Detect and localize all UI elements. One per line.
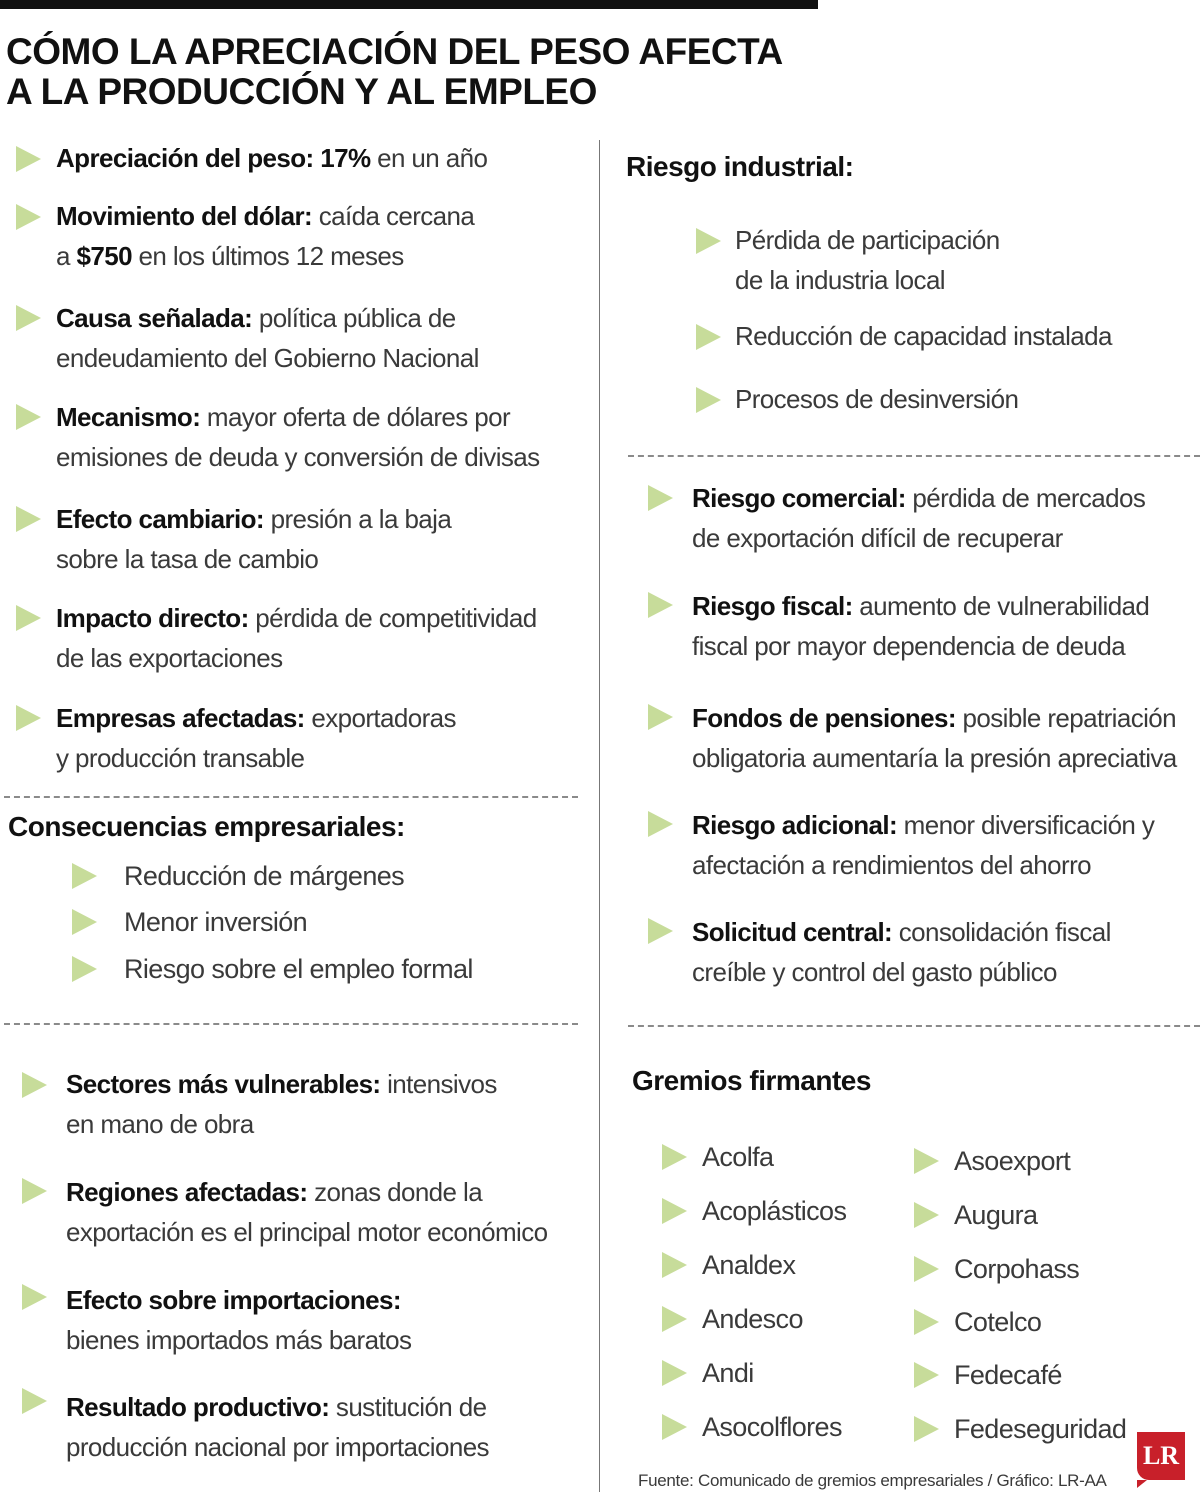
item-label: Efecto cambiario: [56,504,264,534]
arrow-icon [914,1148,939,1174]
item-text: exportadoras [304,703,456,733]
arrow-icon [16,305,41,331]
left-item-mecanismo [56,397,540,477]
item-text: fiscal por mayor dependencia de deuda [692,631,1126,661]
arrow-icon [662,1252,687,1278]
consecuencia-item: Menor inversión [124,907,308,937]
gremio-item: Fedecafé [954,1360,1062,1390]
arrow-icon [22,1388,47,1414]
arrow-icon [914,1362,939,1388]
arrow-icon [662,1198,687,1224]
gremio-item: Corpohass [954,1254,1080,1284]
riesgo-industrial-item [735,316,1112,356]
left-item-resultado [66,1387,489,1467]
item-text: de las exportaciones [56,643,283,673]
gremio-item: Acoplásticos [702,1196,847,1226]
column-divider [599,140,600,1492]
page-title [6,32,836,112]
arrow-icon [914,1256,939,1282]
item-text: obligatoria aumentaría la presión apreciativa [692,743,1177,773]
left-item-causa [56,298,479,378]
right-item-pensiones [692,698,1177,778]
riesgo-industrial-item [735,220,1000,300]
item-text: de la industria local [735,265,945,295]
gremio-item: Augura [954,1200,1038,1230]
item-text: intensivos [380,1069,497,1099]
item-text: a [56,241,77,271]
arrow-icon [16,605,41,631]
left-item-movimiento [56,196,474,276]
arrow-icon [16,404,41,430]
consecuencia-item: Riesgo sobre el empleo formal [124,954,473,984]
item-text: mayor oferta de dólares por [200,402,511,432]
arrow-icon [662,1306,687,1332]
item-label: Regiones afectadas: [66,1177,308,1207]
item-text: Reducción de capacidad instalada [735,321,1112,351]
item-text: aumento de vulnerabilidad [852,591,1150,621]
left-item-apreciacion [56,138,487,178]
item-text: producción nacional por importaciones [66,1432,489,1462]
dashed-divider [4,1023,578,1025]
item-label: Mecanismo: [56,402,201,432]
title-line-1: CÓMO LA APRECIACIÓN DEL PESO AFECTA [6,31,783,72]
title-line-2: A LA PRODUCCIÓN Y AL EMPLEO [6,71,597,112]
item-label: Riesgo adicional: [692,810,898,840]
arrow-icon [648,918,673,944]
right-item-fiscal [692,586,1149,666]
arrow-icon [72,863,97,889]
arrow-icon [696,324,721,350]
left-item-impacto [56,598,537,678]
item-text: sobre la tasa de cambio [56,544,319,574]
gremios-heading: Gremios firmantes [632,1065,871,1096]
left-item-efecto-cambiario [56,499,451,579]
item-text: sustitución de [329,1392,487,1422]
left-item-regiones [66,1172,547,1252]
left-item-empresas [56,698,456,778]
item-text: Procesos de desinversión [735,384,1019,414]
gremio-item: Fedeseguridad [954,1414,1127,1444]
item-text: en mano de obra [66,1109,254,1139]
left-item-sectores [66,1064,497,1144]
right-item-adicional [692,805,1154,885]
arrow-icon [22,1072,47,1098]
dashed-divider [628,455,1200,457]
arrow-icon [662,1360,687,1386]
gremio-item: Acolfa [702,1142,774,1172]
arrow-icon [16,506,41,532]
dashed-divider [628,1025,1200,1027]
consecuencia-item: Reducción de márgenes [124,861,405,891]
item-text: pérdida de mercados [905,483,1146,513]
arrow-icon [662,1144,687,1170]
item-text: posible repatriación [955,703,1177,733]
dashed-divider [4,796,578,798]
item-label: Riesgo comercial: [692,483,906,513]
item-text: de exportación difícil de recuperar [692,523,1063,553]
arrow-icon [16,204,41,230]
item-text: política pública de [252,303,456,333]
item-label: Impacto directo: [56,603,249,633]
arrow-icon [696,228,721,254]
item-text: bienes importados más baratos [66,1325,412,1355]
riesgo-industrial-heading: Riesgo industrial: [626,151,854,182]
right-item-solicitud [692,912,1111,992]
arrow-icon [914,1416,939,1442]
arrow-icon [662,1414,687,1440]
arrow-icon [648,592,673,618]
arrow-icon [72,909,97,935]
item-text: y producción transable [56,743,305,773]
item-text: en los últimos 12 meses [131,241,404,271]
item-text: exportación es el principal motor económico [66,1217,548,1247]
arrow-icon [648,811,673,837]
top-rule [0,0,818,9]
item-text: consolidación fiscal [892,917,1111,947]
item-value: $750 [76,241,132,271]
item-label: Solicitud central: [692,917,893,947]
item-text: endeudamiento del Gobierno Nacional [56,343,479,373]
item-label: Apreciación del peso: [56,143,314,173]
arrow-icon [22,1178,47,1204]
gremio-item: Asoexport [954,1146,1071,1176]
item-label: Resultado productivo: [66,1392,330,1422]
item-label: Causa señalada: [56,303,253,333]
item-text: Pérdida de participación [735,225,1000,255]
arrow-icon [914,1309,939,1335]
arrow-icon [914,1202,939,1228]
riesgo-industrial-item [735,379,1018,419]
item-text: pérdida de competitividad [248,603,537,633]
arrow-icon [16,146,41,172]
arrow-icon [16,705,41,731]
item-label: Fondos de pensiones: [692,703,956,733]
gremio-item: Andesco [702,1304,803,1334]
item-label: Movimiento del dólar: [56,201,313,231]
arrow-icon [22,1284,47,1310]
item-label: Efecto sobre importaciones: [66,1285,401,1315]
item-label: Empresas afectadas: [56,703,305,733]
item-text: presión a la baja [263,504,452,534]
item-text: creíble y control del gasto público [692,957,1057,987]
gremio-item: Asocolflores [702,1412,842,1442]
item-text: afectación a rendimientos del ahorro [692,850,1091,880]
arrow-icon [648,485,673,511]
arrow-icon [696,387,721,413]
item-text: emisiones de deuda y conversión de divisas [56,442,540,472]
gremio-item: Analdex [702,1250,796,1280]
item-label: Riesgo fiscal: [692,591,853,621]
item-text: caída cercana [312,201,475,231]
consecuencias-heading: Consecuencias empresariales: [8,811,405,842]
item-text: zonas donde la [307,1177,483,1207]
right-item-comercial [692,478,1145,558]
item-value: 17% [320,143,371,173]
item-label: Sectores más vulnerables: [66,1069,381,1099]
arrow-icon [648,704,673,730]
left-item-importaciones [66,1280,411,1360]
lr-logo: LR [1137,1432,1185,1480]
gremio-item: Cotelco [954,1307,1042,1337]
item-text: menor diversificación y [897,810,1155,840]
gremio-item: Andi [702,1358,754,1388]
item-text: en un año [370,143,488,173]
source-credit: Fuente: Comunicado de gremios empresariales / Gráfico: LR-AA [638,1471,1107,1490]
arrow-icon [72,956,97,982]
